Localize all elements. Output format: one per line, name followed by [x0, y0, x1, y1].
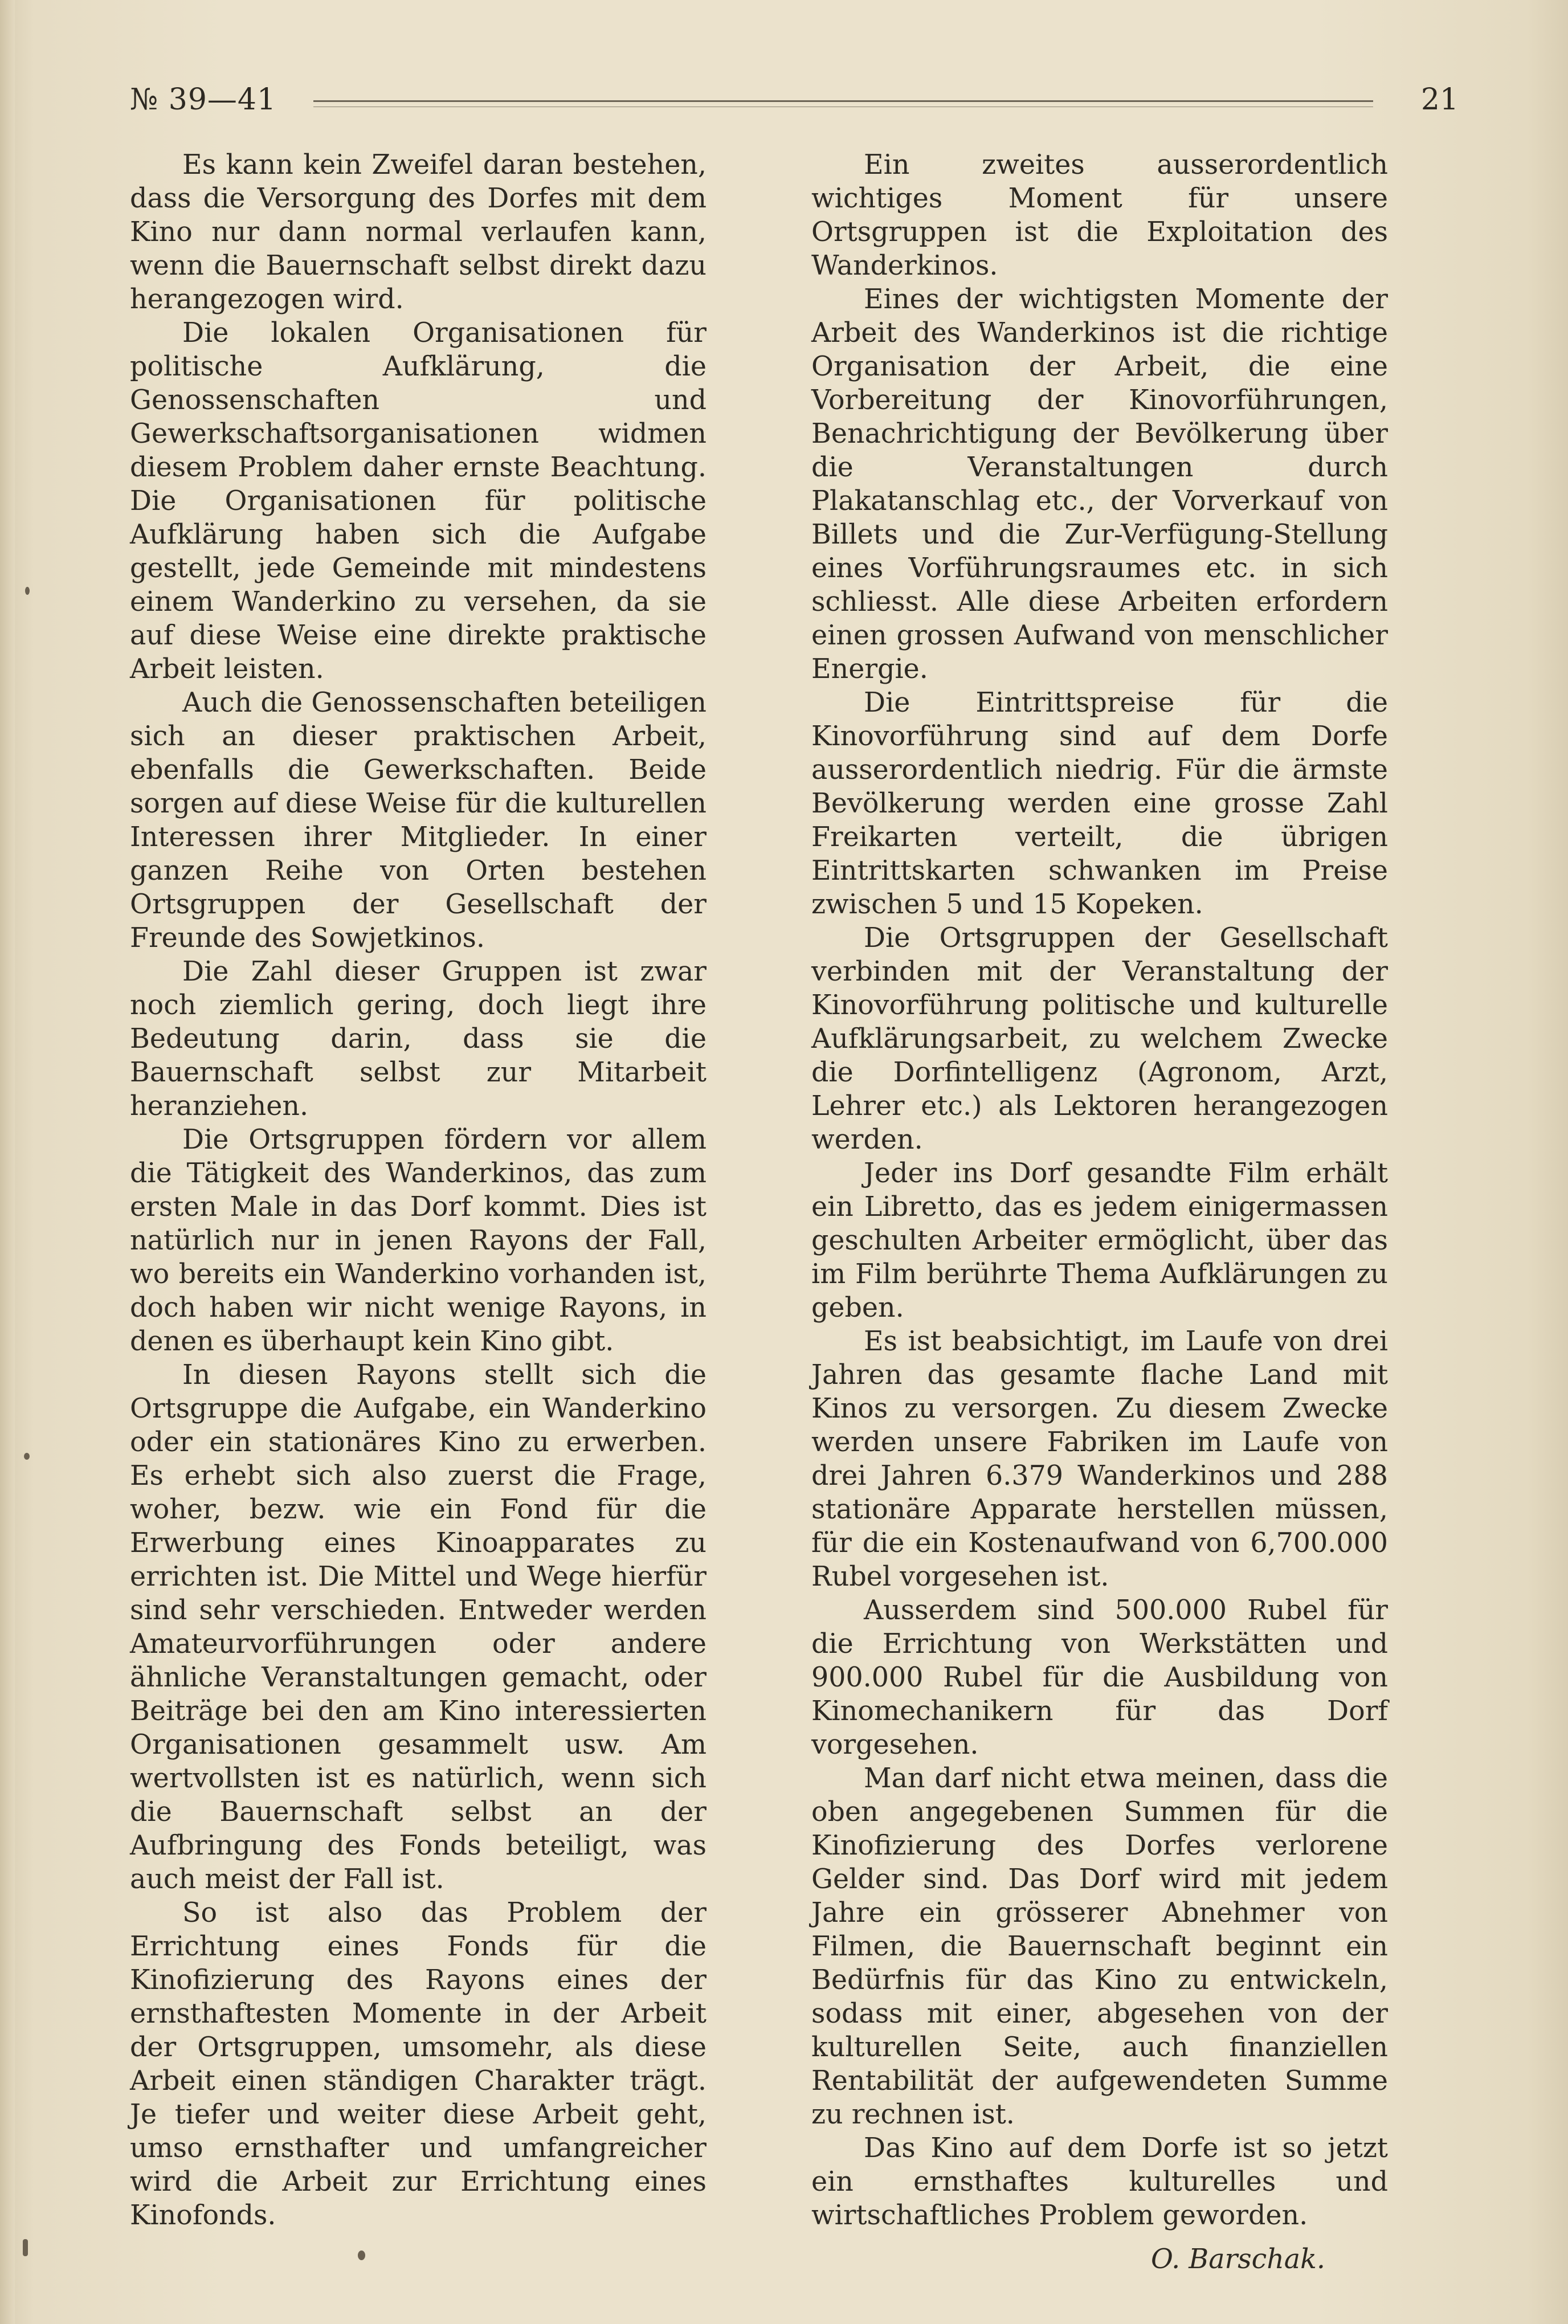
paragraph: Die Ortsgruppen fördern vor allem die Tätigkeit des Wanderkinos, das zum ersten Male in das Dorf kommt. Dies ist natürlich nur in jenen Rayons der Fall, wo bereits ein Wanderkino vorhanden ist, doch haben wir nicht wenige Rayons, in denen es überhaupt kein Kino gibt.	[130, 1124, 707, 1357]
ink-speck	[24, 1453, 30, 1460]
paragraph: Die Zahl dieser Gruppen ist zwar noch ziemlich gering, doch liegt ihre Bedeutung darin, dass sie die Bauernschaft selbst zur Mitarbeit heranziehen.	[130, 956, 707, 1122]
paragraph: Es ist beabsichtigt, im Laufe von drei Jahren das gesamte flache Land mit Kinos zu versorgen. Zu diesem Zwecke werden unsere Fabriken im Laufe von drei Jahren 6.379 Wanderkinos und 288 stationäre Apparate herstellen müssen, für die ein Kostenaufwand von 6,700.000 Rubel vorgesehen ist.	[811, 1326, 1388, 1592]
page-number: 21	[1420, 83, 1459, 117]
issue-number: № 39—41	[130, 83, 277, 117]
page-header	[125, 80, 1459, 120]
paragraph: In diesen Rayons stellt sich die Ortsgruppe die Aufgabe, ein Wanderkino oder ein stationäres Kino zu erwerben. Es erhebt sich also zuerst die Frage, woher, bezw. wie ein Fond für die Erwerbung eines Kinoapparates zu errichten ist. Die Mittel und Wege hierfür sind sehr verschieden. Entweder werden Amateurvorführungen oder andere ähnliche Veranstaltungen gemacht, oder Beiträge bei den am Kino interessierten Organisationen gesammelt usw. Am wertvollsten ist es natürlich, wenn sich die Bauernschaft selbst an der Aufbringung des Fonds beteiligt, was auch meist der Fall ist.	[130, 1359, 707, 1895]
paragraph: Es kann kein Zweifel daran bestehen, dass die Versorgung des Dorfes mit dem Kino nur dann normal verlaufen kann, wenn die Bauernschaft selbst direkt dazu herangezogen wird.	[130, 149, 707, 315]
paragraph: Ausserdem sind 500.000 Rubel für die Errichtung von Werkstätten und 900.000 Rubel für die Ausbildung von Kinomechanikern für das Dorf vorgesehen.	[811, 1595, 1388, 1761]
ink-speck	[23, 2239, 28, 2256]
paragraph: Auch die Genossenschaften beteiligen sich an dieser praktischen Arbeit, ebenfalls die Gewerkschaften. Beide sorgen auf diese Weise für die kulturellen Interessen ihrer Mitglieder. In einer ganzen Reihe von Orten bestehen Ortsgruppen der Gesellschaft der Freunde des Sowjetkinos.	[130, 687, 707, 954]
page-spine	[0, 0, 15, 2324]
header-rule	[313, 100, 1373, 107]
paragraph: Eines der wichtigsten Momente der Arbeit des Wanderkinos ist die richtige Organisation der Arbeit, die eine Vorbereitung der Kinovorführungen, Benachrichtigung der Bevölkerung über die Veranstaltungen durch Plakatanschlag etc., der Vorverkauf von Billets und die Zur-Verfügung-Stellung eines Vorführungsraumes etc. in sich schliesst. Alle diese Arbeiten erfordern einen grossen Aufwand von menschlicher Energie.	[811, 284, 1388, 685]
left-column	[130, 148, 707, 2232]
author-signature: O. Barschak.	[1150, 2244, 1325, 2275]
ink-speck	[25, 587, 30, 595]
paragraph: Die lokalen Organisationen für politische Aufklärung, die Genossenschaften und Gewerkschaftsorganisationen widmen diesem Problem daher ernste Beachtung. Die Organisationen für politische Aufklärung haben sich die Aufgabe gestellt, jede Gemeinde mit mindestens einem Wanderkino zu versehen, da sie auf diese Weise eine direkte praktische Arbeit leisten.	[130, 317, 707, 685]
right-column	[811, 148, 1388, 2276]
paragraph: So ist also das Problem der Errichtung eines Fonds für die Kinofizierung des Rayons eines der ernsthaftesten Momente in der Arbeit der Ortsgruppen, umsomehr, als diese Arbeit einen ständigen Charakter trägt. Je tiefer und weiter diese Arbeit geht, umso ernsthafter und umfangreicher wird die Arbeit zur Errichtung eines Kinofonds.	[130, 1897, 707, 2231]
paragraph: Man darf nicht etwa meinen, dass die oben angegebenen Summen für die Kinofizierung des Dorfes verlorene Gelder sind. Das Dorf wird mit jedem Jahre ein grösserer Abnehmer von Filmen, die Bauernschaft beginnt ein Bedürfnis für das Kino zu entwickeln, sodass mit einer, abgesehen von der kulturellen Seite, auch finanziellen Rentabilität der aufgewendeten Summe zu rechnen ist.	[811, 1763, 1388, 2130]
ink-speck	[358, 2251, 365, 2260]
paragraph: Ein zweites ausserordentlich wichtiges Moment für unsere Ortsgruppen ist die Exploitation des Wanderkinos.	[811, 149, 1388, 281]
paragraph: Die Ortsgruppen der Gesellschaft verbinden mit der Veranstaltung der Kinovorführung politische und kulturelle Aufklärungsarbeit, zu welchem Zwecke die Dorfintelligenz (Agronom, Arzt, Lehrer etc.) als Lektoren herangezogen werden.	[811, 922, 1388, 1155]
paragraph: Jeder ins Dorf gesandte Film erhält ein Libretto, das es jedem einigermassen geschulten Arbeiter ermöglicht, über das im Film berührte Thema Aufklärungen zu geben.	[811, 1158, 1388, 1324]
paragraph: Die Eintrittspreise für die Kinovorführung sind auf dem Dorfe ausserordentlich niedrig. Für die ärmste Bevölkerung werden eine grosse Zahl Freikarten verteilt, die übrigen Eintrittskarten schwanken im Preise zwischen 5 und 15 Kopeken.	[811, 687, 1388, 920]
paragraph: Das Kino auf dem Dorfe ist so jetzt ein ernsthaftes kulturelles und wirtschaftliches Problem geworden.	[811, 2133, 1388, 2231]
